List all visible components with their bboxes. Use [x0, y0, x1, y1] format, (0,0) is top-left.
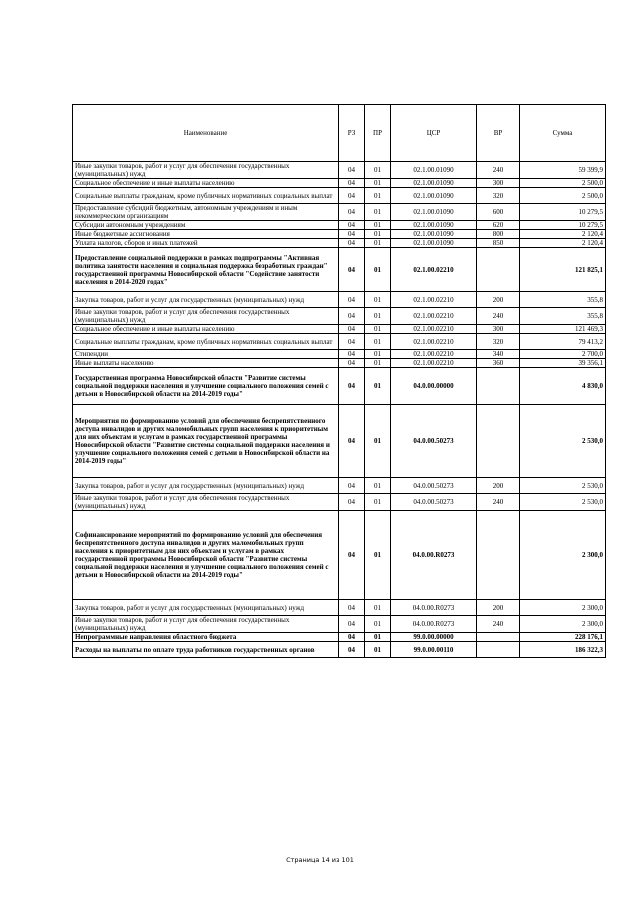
table-row [73, 511, 606, 600]
cell-sum: 2 530,0 [520, 494, 606, 511]
cell-sum: 79 413,2 [520, 334, 606, 350]
cell-vr: 200 [477, 292, 520, 308]
cell-csr: 02.1.00.01090 [391, 188, 477, 204]
cell-rz: 04 [339, 633, 365, 642]
cell-name: Социальные выплаты гражданам, кроме публичных нормативных социальных выплат [73, 334, 339, 350]
cell-sum: 186 322,3 [520, 642, 606, 658]
cell-vr: 320 [477, 188, 520, 204]
table-row [73, 616, 606, 633]
cell-rz: 04 [339, 325, 365, 334]
cell-name: Иные закупки товаров, работ и услуг для обеспечения государственных (муниципальных) нужд [73, 494, 339, 511]
table-row [73, 633, 606, 642]
cell-sum: 2 300,0 [520, 511, 606, 600]
cell-pr: 01 [365, 600, 391, 616]
cell-sum: 2 120,4 [520, 239, 606, 248]
cell-sum: 39 356,1 [520, 359, 606, 368]
cell-rz: 04 [339, 221, 365, 230]
cell-csr: 02.1.00.02210 [391, 350, 477, 359]
cell-name: Непрограммные направления областного бюджета [73, 633, 339, 642]
cell-rz: 04 [339, 494, 365, 511]
table-row [73, 204, 606, 221]
header-rz: РЗ [339, 105, 365, 162]
cell-csr: 02.1.00.01090 [391, 162, 477, 179]
cell-sum: 121 825,1 [520, 248, 606, 292]
cell-csr: 02.1.00.01090 [391, 204, 477, 221]
cell-vr: 300 [477, 179, 520, 188]
cell-csr: 04.0.00.R0273 [391, 616, 477, 633]
cell-csr: 02.1.00.02210 [391, 325, 477, 334]
cell-vr: 240 [477, 308, 520, 325]
cell-pr: 01 [365, 230, 391, 239]
table-row [73, 308, 606, 325]
table-row [73, 292, 606, 308]
cell-csr: 04.0.00.R0273 [391, 511, 477, 600]
cell-name: Уплата налогов, сборов и иных платежей [73, 239, 339, 248]
header-pr: ПР [365, 105, 391, 162]
cell-rz: 04 [339, 350, 365, 359]
cell-name: Иные выплаты населению [73, 359, 339, 368]
cell-csr: 04.0.00.50273 [391, 494, 477, 511]
cell-vr [477, 642, 520, 658]
cell-rz: 04 [339, 239, 365, 248]
cell-sum: 2 530,0 [520, 478, 606, 494]
cell-name: Закупка товаров, работ и услуг для государственных (муниципальных) нужд [73, 292, 339, 308]
cell-pr: 01 [365, 325, 391, 334]
cell-rz: 04 [339, 292, 365, 308]
cell-vr: 240 [477, 494, 520, 511]
cell-sum: 2 700,0 [520, 350, 606, 359]
cell-sum: 2 500,0 [520, 188, 606, 204]
cell-name: Социальное обеспечение и иные выплаты населению [73, 179, 339, 188]
cell-vr: 800 [477, 230, 520, 239]
cell-csr: 99.0.00.00000 [391, 633, 477, 642]
cell-name: Иные закупки товаров, работ и услуг для обеспечения государственных (муниципальных) нужд [73, 308, 339, 325]
cell-csr: 04.0.00.R0273 [391, 600, 477, 616]
cell-pr: 01 [365, 179, 391, 188]
cell-vr: 360 [477, 359, 520, 368]
cell-rz: 04 [339, 230, 365, 239]
cell-sum: 228 176,1 [520, 633, 606, 642]
cell-name: Закупка товаров, работ и услуг для государственных (муниципальных) нужд [73, 478, 339, 494]
cell-name: Мероприятия по формированию условий для обеспечения беспрепятственного доступа инвалидов и других маломобильных групп населения к приоритетным для них объектам и услугам в рамках государственной программы Новосибирской области "Развитие системы социальной поддержки населения и улучшение социального положения семей с детьми в Новосибирской области на 2014-2019 годы" [73, 405, 339, 478]
cell-sum: 10 279,5 [520, 221, 606, 230]
cell-vr: 300 [477, 325, 520, 334]
cell-pr: 01 [365, 368, 391, 405]
cell-csr: 02.1.00.01090 [391, 239, 477, 248]
table-header-row [73, 105, 606, 162]
cell-sum: 2 300,0 [520, 616, 606, 633]
table-row [73, 239, 606, 248]
cell-name: Иные бюджетные ассигнования [73, 230, 339, 239]
cell-sum: 2 500,0 [520, 179, 606, 188]
cell-name: Предоставление субсидий бюджетным, автономным учреждениям и иным некоммерческим организациям [73, 204, 339, 221]
cell-vr [477, 248, 520, 292]
table-row [73, 162, 606, 179]
table-row [73, 494, 606, 511]
cell-vr: 600 [477, 204, 520, 221]
table-row [73, 179, 606, 188]
table-row [73, 334, 606, 350]
cell-name: Социальное обеспечение и иные выплаты населению [73, 325, 339, 334]
table-row [73, 188, 606, 204]
cell-pr: 01 [365, 248, 391, 292]
cell-name: Иные закупки товаров, работ и услуг для обеспечения государственных (муниципальных) нужд [73, 162, 339, 179]
cell-pr: 01 [365, 188, 391, 204]
cell-rz: 04 [339, 334, 365, 350]
cell-sum: 355,8 [520, 292, 606, 308]
cell-rz: 04 [339, 642, 365, 658]
cell-csr: 04.0.00.50273 [391, 405, 477, 478]
cell-pr: 01 [365, 405, 391, 478]
cell-vr: 200 [477, 478, 520, 494]
cell-pr: 01 [365, 633, 391, 642]
table-row [73, 405, 606, 478]
cell-vr: 850 [477, 239, 520, 248]
cell-rz: 04 [339, 248, 365, 292]
table-row [73, 368, 606, 405]
header-csr: ЦСР [391, 105, 477, 162]
cell-vr [477, 368, 520, 405]
cell-csr: 02.1.00.02210 [391, 308, 477, 325]
cell-rz: 04 [339, 179, 365, 188]
cell-csr: 04.0.00.00000 [391, 368, 477, 405]
cell-vr: 200 [477, 600, 520, 616]
cell-pr: 01 [365, 616, 391, 633]
cell-rz: 04 [339, 188, 365, 204]
cell-pr: 01 [365, 204, 391, 221]
cell-csr: 02.1.00.01090 [391, 230, 477, 239]
table-body [73, 162, 606, 658]
cell-rz: 04 [339, 511, 365, 600]
cell-csr: 02.1.00.02210 [391, 292, 477, 308]
cell-rz: 04 [339, 308, 365, 325]
cell-name: Стипендии [73, 350, 339, 359]
cell-name: Предоставление социальной поддержки в рамках подпрограммы "Активная политика занятости населения и социальная поддержка безработных граждан" государственной программы Новосибирской области "Содействие занятости населения в 2014-2020 годах" [73, 248, 339, 292]
header-vr: ВР [477, 105, 520, 162]
cell-vr [477, 511, 520, 600]
cell-pr: 01 [365, 350, 391, 359]
cell-csr: 02.1.00.01090 [391, 221, 477, 230]
cell-pr: 01 [365, 494, 391, 511]
cell-sum: 10 279,5 [520, 204, 606, 221]
cell-sum: 59 399,9 [520, 162, 606, 179]
cell-vr [477, 405, 520, 478]
cell-rz: 04 [339, 478, 365, 494]
cell-rz: 04 [339, 616, 365, 633]
cell-vr: 240 [477, 162, 520, 179]
cell-vr: 240 [477, 616, 520, 633]
cell-name: Закупка товаров, работ и услуг для государственных (муниципальных) нужд [73, 600, 339, 616]
table-row [73, 350, 606, 359]
cell-pr: 01 [365, 221, 391, 230]
table-row [73, 359, 606, 368]
cell-pr: 01 [365, 642, 391, 658]
table-row [73, 230, 606, 239]
cell-csr: 02.1.00.02210 [391, 248, 477, 292]
cell-csr: 04.0.00.50273 [391, 478, 477, 494]
cell-rz: 04 [339, 204, 365, 221]
cell-rz: 04 [339, 359, 365, 368]
cell-name: Расходы на выплаты по оплате труда работников государственных органов [73, 642, 339, 658]
header-sum: Сумма [520, 105, 606, 162]
cell-csr: 02.1.00.01090 [391, 179, 477, 188]
cell-sum: 121 469,3 [520, 325, 606, 334]
cell-name: Иные закупки товаров, работ и услуг для обеспечения государственных (муниципальных) нужд [73, 616, 339, 633]
cell-sum: 2 120,4 [520, 230, 606, 239]
cell-vr [477, 633, 520, 642]
cell-csr: 02.1.00.02210 [391, 334, 477, 350]
cell-pr: 01 [365, 511, 391, 600]
cell-csr: 99.0.00.00110 [391, 642, 477, 658]
cell-rz: 04 [339, 368, 365, 405]
table-row [73, 325, 606, 334]
cell-rz: 04 [339, 600, 365, 616]
table-row [73, 248, 606, 292]
table-row [73, 642, 606, 658]
cell-pr: 01 [365, 162, 391, 179]
cell-name: Субсидии автономным учреждениям [73, 221, 339, 230]
table-row [73, 221, 606, 230]
table-row [73, 600, 606, 616]
cell-sum: 4 830,0 [520, 368, 606, 405]
cell-sum: 355,8 [520, 308, 606, 325]
cell-pr: 01 [365, 308, 391, 325]
page-footer: Страница 14 из 101 [286, 856, 354, 864]
cell-sum: 2 530,0 [520, 405, 606, 478]
budget-table [72, 104, 606, 658]
cell-name: Софинансирование мероприятий по формированию условий для обеспечения беспрепятственного доступа инвалидов и других маломобильных групп населения к приоритетным для них объектам и услугам в рамках государственной программы Новосибирской области "Развитие системы социальной поддержки населения и улучшение социального положения семей с детьми в Новосибирской области на 2014-2019 годы" [73, 511, 339, 600]
cell-vr: 340 [477, 350, 520, 359]
cell-rz: 04 [339, 405, 365, 478]
header-name: Наименование [73, 105, 339, 162]
cell-csr: 02.1.00.02210 [391, 359, 477, 368]
cell-pr: 01 [365, 334, 391, 350]
cell-pr: 01 [365, 478, 391, 494]
cell-sum: 2 300,0 [520, 600, 606, 616]
table-row [73, 478, 606, 494]
cell-pr: 01 [365, 359, 391, 368]
cell-vr: 620 [477, 221, 520, 230]
cell-rz: 04 [339, 162, 365, 179]
cell-vr: 320 [477, 334, 520, 350]
cell-pr: 01 [365, 292, 391, 308]
cell-pr: 01 [365, 239, 391, 248]
cell-name: Социальные выплаты гражданам, кроме публичных нормативных социальных выплат [73, 188, 339, 204]
cell-name: Государственная программа Новосибирской области "Развитие системы социальной поддержки населения и улучшение социального положения семей с детьми в Новосибирской области на 2014-2019 годы" [73, 368, 339, 405]
